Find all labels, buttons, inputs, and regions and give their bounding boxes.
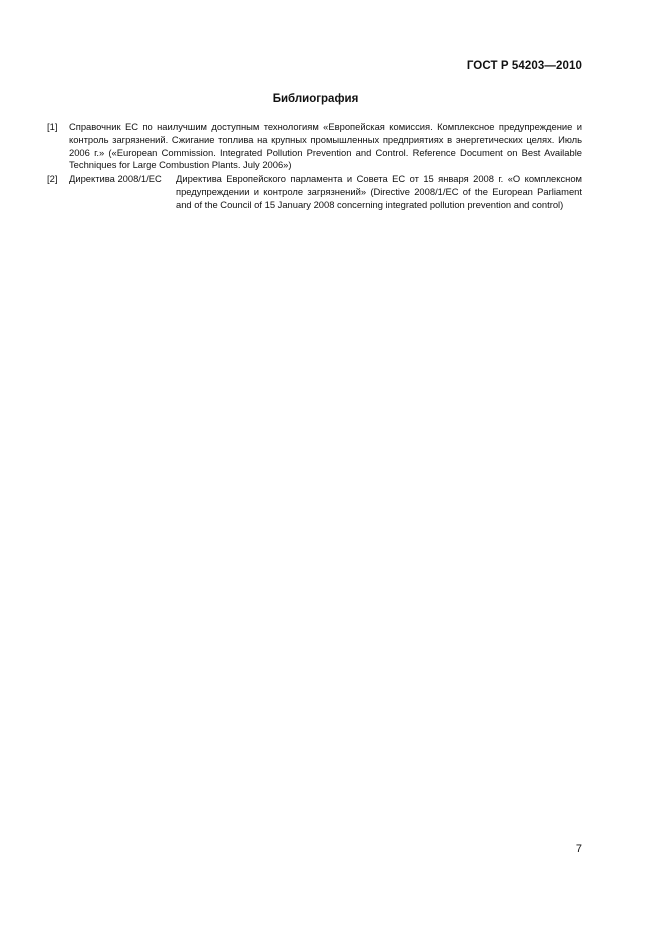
- bibliography-title: Библиография: [272, 93, 359, 105]
- document-code: ГОСТ Р 54203—2010: [466, 60, 582, 72]
- bibliography-entry-1: [47, 121, 582, 172]
- entry-label: Директива 2008/1/ЕС: [69, 173, 162, 185]
- entry-text: Справочник ЕС по наилучшим доступным технологиям «Европейская комиссия. Комплексное предупреждение и контроль загрязнений. Сжигание топлива на крупных промышленных предприятиях в энергетических целях. Июль 2006 г.» («European Commission. Integrated Pollution Prevention and Control. Reference Document on Best Available Techniques for Large Combustion Plants. July 2006»): [69, 121, 582, 171]
- bibliography-list: [47, 121, 582, 213]
- bibliography-entry-2: [47, 173, 582, 211]
- page-number: 7: [575, 843, 582, 855]
- entry-text: Директива Европейского парламента и Совета ЕС от 15 января 2008 г. «О комплексном предупреждении и контроле загрязнений» (Directive 2008/1/EC of the European Parliament and of the Council of 15 January 2008 concerning integrated pollution prevention and control): [176, 173, 582, 210]
- entry-number: [1]: [47, 121, 58, 132]
- entry-number: [2]: [47, 173, 58, 185]
